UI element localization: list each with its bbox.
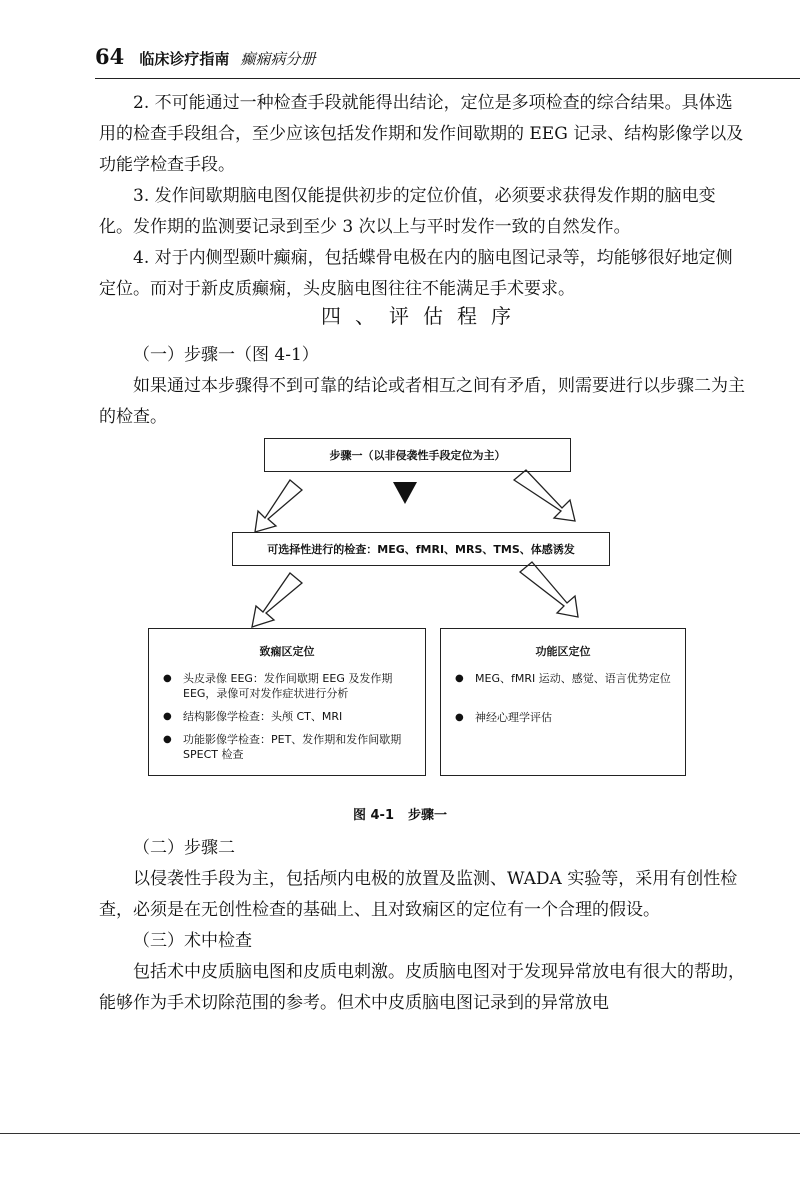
down-triangle-icon (393, 482, 417, 504)
page-number: 64 (95, 44, 125, 69)
paragraph-2: 2. 不可能通过一种检查手段就能得出结论，定位是多项检查的综合结果。具体选用的检查手段组合，至少应该包括发作期和发作间歇期的 EEG 记录、结构影像学以及功能学检查手段。 (99, 93, 744, 175)
step3-heading: （三）术中检查 (133, 931, 252, 951)
arrow-right-upper (514, 470, 575, 521)
section-title: 四、评估程序 (321, 304, 525, 328)
right-box-list (441, 671, 685, 725)
step1-heading: （一）步骤一（图 4-1） (133, 345, 319, 365)
right-box-title: 功能区定位 (535, 645, 591, 658)
step2-heading: （二）步骤二 (133, 838, 235, 858)
footer-rule (0, 1133, 800, 1134)
flow-box-functional-localization (440, 628, 686, 776)
arrow-right-lower (520, 562, 578, 617)
list-item: ● 神经心理学评估 (455, 710, 677, 725)
paragraph-3: 3. 发作间歇期脑电图仅能提供初步的定位价值，必须要求获得发作期的脑电变化。发作期的监测要记录到至少 3 次以上与平时发作一致的自然发作。 (99, 186, 716, 237)
list-item: ● MEG、fMRI 运动、感觉、语言优势定位 (455, 671, 677, 686)
arrow-left-upper (255, 480, 302, 532)
list-item: ● 结构影像学检查：头颅 CT、MRI (163, 709, 417, 724)
step1-text: 如果通过本步骤得不到可靠的结论或者相互之间有矛盾，则需要进行以步骤二为主的检查。 (99, 376, 745, 427)
caption-text: 步骤一 (408, 808, 448, 823)
paragraph-4: 4. 对于内侧型颞叶癫痫，包括蝶骨电极在内的脑电图记录等，均能够很好地定侧定位。而对于新皮质癫痫，头皮脑电图往往不能满足手术要求。 (99, 248, 733, 299)
flow-box-optional-exams: 可选择性进行的检查：MEG、fMRI、MRS、TMS、体感诱发 (232, 532, 610, 566)
arrow-left-lower (252, 573, 302, 627)
flow-box-step1: 步骤一（以非侵袭性手段定位为主） (264, 438, 571, 472)
step2-text: 以侵袭性手段为主，包括颅内电极的放置及监测、WADA 实验等，采用有创性检查，必须是在无创性检查的基础上、且对致痫区的定位有一个合理的假设。 (99, 869, 738, 920)
step3-text: 包括术中皮质脑电图和皮质电刺激。皮质脑电图对于发现异常放电有很大的帮助，能够作为手术切除范围的参考。但术中皮质脑电图记录到的异常放电 (99, 962, 745, 1013)
figure-caption (0, 804, 800, 823)
flow-box-epileptogenic-localization (148, 628, 426, 776)
list-item: ● 头皮录像 EEG：发作间歇期 EEG 及发作期 EEG，录像可对发作症状进行分析 (163, 671, 417, 701)
step2-3-block (99, 833, 747, 1019)
list-item: ● 功能影像学检查：PET、发作期和发作间歇期 SPECT 检查 (163, 732, 417, 762)
book-title: 癫痫病分册 (240, 50, 316, 68)
series-title: 临床诊疗指南 (139, 50, 230, 68)
left-box-list (149, 671, 425, 762)
caption-label: 图 4-1 (352, 808, 394, 823)
left-box-title: 致痫区定位 (259, 645, 315, 658)
